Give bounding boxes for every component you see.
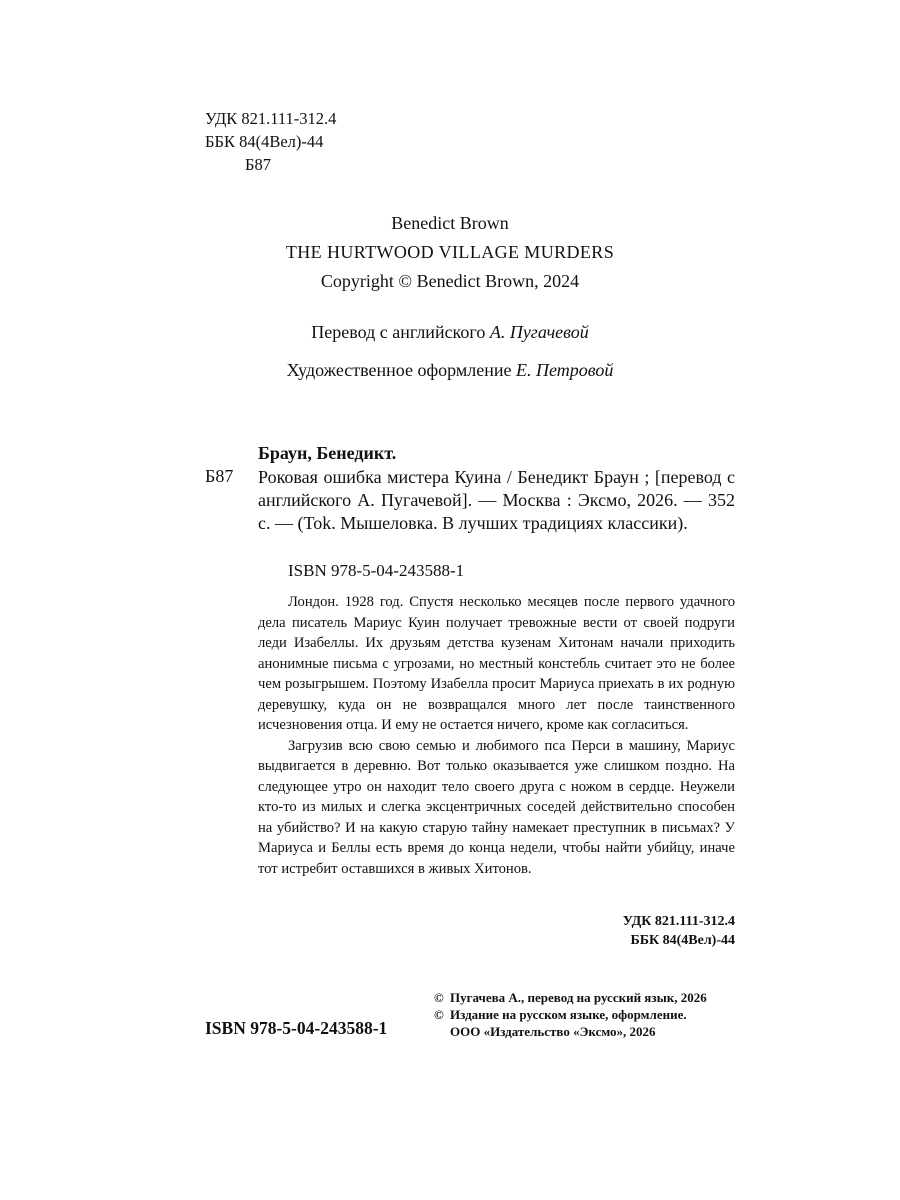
footer-isbn: ISBN 978-5-04-243588-1 bbox=[205, 1018, 388, 1038]
copyright-publisher-row bbox=[434, 1023, 707, 1040]
annotation-codes bbox=[623, 912, 735, 950]
copyright-symbol: © bbox=[434, 1007, 444, 1022]
original-copyright: Copyright © Benedict Brown, 2024 bbox=[320, 271, 580, 291]
annotation bbox=[258, 592, 735, 879]
annotation-udk: УДК 821.111-312.4 bbox=[622, 914, 735, 929]
annotation-paragraph: Лондон. 1928 год. Спустя несколько месяцев после первого удачного дела писатель Мариус Куин получает тревожные вести от своей подруги леди Изабеллы. Их друзьям детства кузенам Хитонам начали приходить анонимные письма с угрозами, но местный констебль считает это не более чем розыгрышем. Поэтому Изабелла просит Мариуса приехать в их родную деревушку, куда он не возвращался много лет после таинственного исчезновения отца. И ему не остается ничего, кроме как согласиться. bbox=[258, 594, 735, 733]
designer-name: Е. Петровой bbox=[516, 360, 614, 380]
translation-credit bbox=[150, 322, 750, 343]
translator-name: А. Пугачевой bbox=[489, 322, 589, 342]
design-credit bbox=[150, 360, 750, 381]
bibliography-isbn: ISBN 978-5-04-243588-1 bbox=[288, 561, 465, 580]
annotation-bbk: ББК 84(4Вел)-44 bbox=[630, 933, 735, 948]
bbk-code: ББК 84(4Вел)-44 bbox=[205, 132, 324, 151]
bibliography-code: Б87 bbox=[205, 466, 234, 486]
translation-prefix: Перевод с английского bbox=[311, 322, 486, 342]
copyright-edition-row bbox=[434, 1006, 707, 1023]
copyright-edition: Издание на русском языке, оформление. bbox=[450, 1007, 687, 1022]
copyright-translation-row bbox=[434, 989, 707, 1006]
design-prefix: Художественное оформление bbox=[286, 360, 512, 380]
author-code: Б87 bbox=[245, 155, 271, 174]
copyright-publisher: ООО «Издательство «Эксмо», 2026 bbox=[450, 1024, 656, 1039]
classification-block bbox=[205, 107, 336, 176]
copyright-block bbox=[434, 989, 707, 1040]
copyright-translation: Пугачева А., перевод на русский язык, 2026 bbox=[450, 990, 707, 1005]
annotation-paragraph: Загрузив всю свою семью и любимого пса Перси в машину, Мариус выдвигается в деревню. Вот только оказывается уже слишком поздно. На следующее утро он находит тело своего друга с ножом в сердце. Неужели кто-то из милых и слегка эксцентричных соседей действительно способен на убийство? И на какую старую тайну намекает преступник в письмах? У Мариуса и Беллы есть время до конца недели, чтобы найти убийцу, иначе тот истребит оставшихся в живых Хитонов. bbox=[258, 737, 735, 877]
bibliography-description: Роковая ошибка мистера Куина / Бенедикт Браун ; [перевод с английского А. Пугачевой]. — Москва : Эксмо, 2026. — 352 с. — (Tok. Мышеловка. В лучших традициях классики). bbox=[258, 467, 735, 533]
bibliography-author: Браун, Бенедикт. bbox=[258, 443, 397, 463]
udk-code: УДК 821.111-312.4 bbox=[205, 109, 337, 128]
original-title: THE HURTWOOD VILLAGE MURDERS bbox=[285, 242, 615, 262]
copyright-symbol: © bbox=[434, 990, 444, 1005]
original-author: Benedict Brown bbox=[391, 213, 509, 233]
